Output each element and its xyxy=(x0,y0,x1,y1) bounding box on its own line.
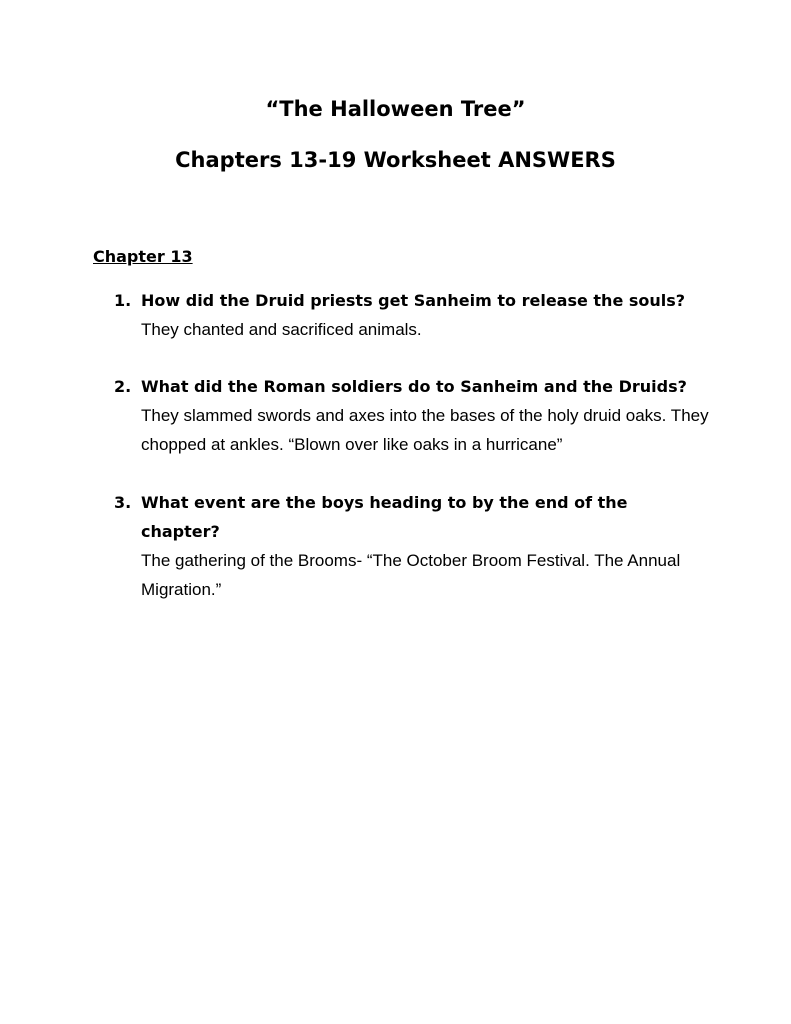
question-text: What did the Roman soldiers do to Sanheim and the Druids? xyxy=(141,377,687,396)
question-body xyxy=(141,372,711,459)
answer-text: The gathering of the Brooms- “The October Broom Festival. The Annual Migration.” xyxy=(141,551,681,599)
chapter-heading: Chapter 13 xyxy=(93,247,193,266)
question-body xyxy=(141,488,711,604)
question-text: What event are the boys heading to by the end of the chapter? xyxy=(141,493,628,541)
document-title: “The Halloween Tree” xyxy=(265,97,526,121)
question-text: How did the Druid priests get Sanheim to release the souls? xyxy=(141,291,686,310)
answer-text: They chanted and sacrificed animals. xyxy=(141,320,422,339)
question-number: 1. xyxy=(114,291,132,310)
document-subtitle: Chapters 13-19 Worksheet ANSWERS xyxy=(175,148,616,172)
question-number: 3. xyxy=(114,493,132,512)
question-body xyxy=(141,286,711,344)
question-number: 2. xyxy=(114,377,132,396)
answer-text: They slammed swords and axes into the bases of the holy druid oaks. They chopped at ankles. “Blown over like oaks in a hurricane” xyxy=(141,406,709,454)
